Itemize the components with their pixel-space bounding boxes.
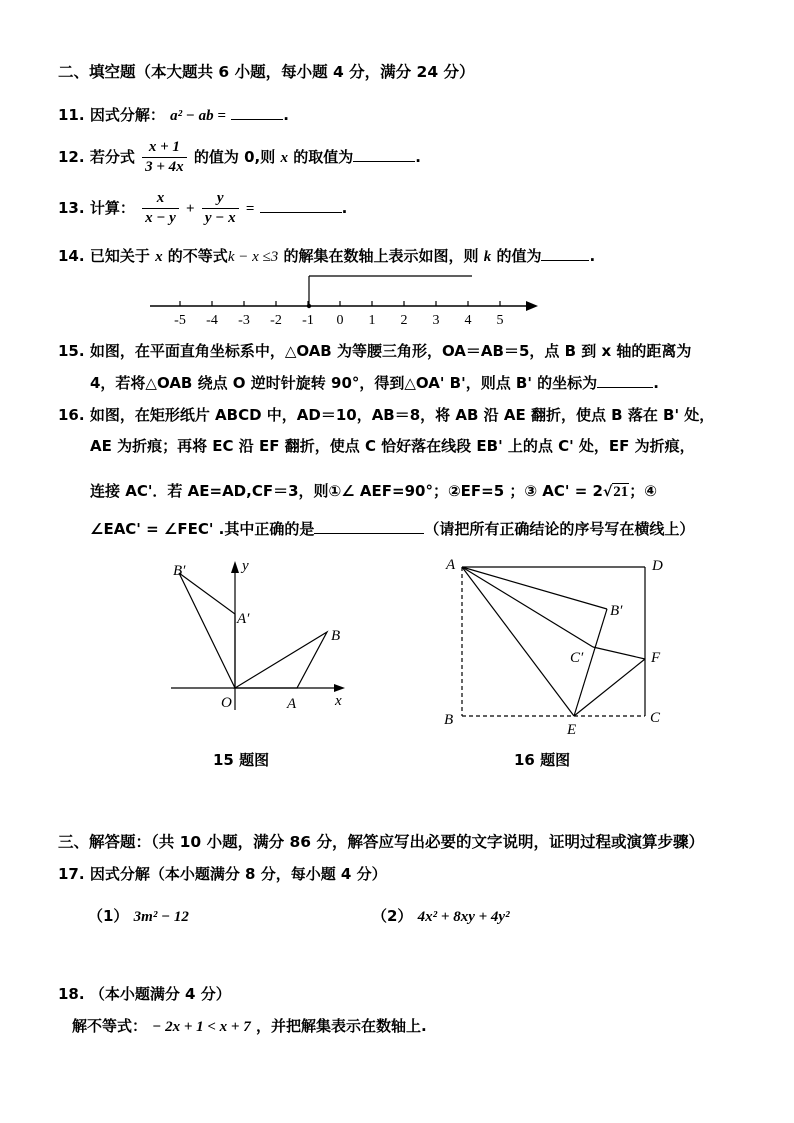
segment-C-prime-F xyxy=(593,647,645,659)
question-text: 解不等式： xyxy=(72,1017,148,1035)
solid-point xyxy=(307,304,311,308)
variable: k xyxy=(483,249,492,265)
question-15-line-2 xyxy=(90,372,659,393)
variable: x xyxy=(280,150,288,166)
section-3-title: 三、解答题：（共 10 小题，满分 86 分，解答应写出必要的文字说明，证明过程或演算步骤） xyxy=(58,833,704,851)
question-text: 的值为 0,则 xyxy=(193,148,276,166)
answer-blank[interactable] xyxy=(353,147,415,162)
fraction-1 xyxy=(142,190,179,227)
x-axis-arrow-icon xyxy=(334,684,345,692)
question-number: 17. xyxy=(58,865,85,883)
question-16-line-3: 连接 AC'．若 AE=AD,CF＝3，则①∠ AEF=90°；②EF=5 ；③ AC' = 2√21；④ xyxy=(90,482,657,500)
question-17-part-1 xyxy=(88,905,189,926)
period: . xyxy=(653,374,659,392)
question-text: 若分式 xyxy=(89,148,135,166)
segment-EF xyxy=(574,659,645,716)
y-axis-arrow-icon xyxy=(231,561,239,573)
period: . xyxy=(589,247,596,265)
question-text: ，并把解集表示在数轴上. xyxy=(255,1017,427,1035)
question-text: 计算： xyxy=(89,199,135,217)
question-number: 13. xyxy=(58,199,85,217)
question-13 xyxy=(58,190,347,227)
question-11 xyxy=(58,104,289,125)
tick-label: 1 xyxy=(368,313,376,328)
period: . xyxy=(283,106,289,124)
number-line xyxy=(140,270,550,330)
fraction-numerator: x + 1 xyxy=(142,139,187,158)
question-16-line-4 xyxy=(90,518,694,539)
segment-AE xyxy=(462,567,574,716)
variable: x xyxy=(155,249,163,265)
math-expression: 4x² + 8xy + 4y² xyxy=(417,909,510,925)
label-E: E xyxy=(567,722,577,738)
question-number: 12. xyxy=(58,148,85,166)
tick-label: 0 xyxy=(336,313,344,328)
part-label: （1） xyxy=(88,907,129,925)
fraction-numerator: x xyxy=(142,190,179,209)
answer-blank[interactable] xyxy=(541,246,589,261)
label-C-prime: C′ xyxy=(570,650,584,666)
fraction-denominator: y − x xyxy=(204,210,236,226)
math-expression: a² − ab = xyxy=(170,108,226,124)
question-text: 的值为 xyxy=(496,247,542,265)
tick-label: -5 xyxy=(174,313,186,328)
label-B: B xyxy=(444,712,454,728)
question-text-line-1: 如图，在矩形纸片 ABCD 中，AD＝10，AB＝8，将 AB 沿 AE 翻折，使点 B 落在 B' 处， xyxy=(89,406,715,424)
label-D: D xyxy=(652,558,663,574)
answer-blank[interactable] xyxy=(260,198,342,213)
triangle-OA1B1 xyxy=(179,573,235,688)
period: . xyxy=(415,148,421,166)
label-A-prime: A′ xyxy=(237,611,250,627)
question-12 xyxy=(58,139,421,176)
question-17-part-2 xyxy=(372,905,510,926)
section-2-title: 二、填空题（本大题共 6 小题，每小题 4 分，满分 24 分） xyxy=(58,63,475,81)
tick-label: -3 xyxy=(238,313,250,328)
label-C: C xyxy=(650,710,661,726)
segment-AB-prime xyxy=(462,567,607,609)
plus-sign: + xyxy=(186,201,195,217)
answer-blank[interactable] xyxy=(314,519,424,534)
question-14 xyxy=(58,245,595,266)
question-text: 已知关于 xyxy=(89,247,150,265)
arrow-right-icon xyxy=(526,301,538,311)
question-text-line-1: 如图，在平面直角坐标系中，△OAB 为等腰三角形，OA＝AB＝5，点 B 到 x 轴的距离为 xyxy=(89,342,692,360)
question-number: 11. xyxy=(58,106,85,124)
question-15 xyxy=(58,340,691,361)
label-F: F xyxy=(651,650,661,666)
fraction-2 xyxy=(202,190,239,227)
answer-blank[interactable] xyxy=(597,373,653,388)
question-18 xyxy=(58,983,231,1004)
label-A: A xyxy=(446,557,456,573)
inequality: k − x ≤3 xyxy=(227,249,279,265)
question-note: （请把所有正确结论的序号写在横线上） xyxy=(424,520,695,538)
figure-15 xyxy=(165,555,365,715)
question-number: 16. xyxy=(58,406,85,424)
fraction-denominator: x − y xyxy=(145,210,176,226)
answer-blank[interactable] xyxy=(231,105,283,120)
figure-16 xyxy=(438,552,678,742)
question-text: 因式分解： xyxy=(89,106,165,124)
label-B-prime: B′ xyxy=(173,563,186,579)
figure-15-caption: 15 题图 xyxy=(213,751,270,769)
question-text: 的不等式 xyxy=(167,247,228,265)
tick-label: 5 xyxy=(496,313,504,328)
part-label: （2） xyxy=(372,907,413,925)
tick-label: -1 xyxy=(302,313,314,328)
question-text: 的解集在数轴上表示如图，则 xyxy=(283,247,479,265)
tick-label: 2 xyxy=(400,313,408,328)
tick-label: -2 xyxy=(270,313,282,328)
label-B: B xyxy=(331,628,341,644)
question-text-line-4: ∠EAC' = ∠FEC' .其中正确的是 xyxy=(90,520,315,538)
tick-label: 4 xyxy=(464,313,472,328)
question-text-line-3: 连接 AC'．若 AE=AD,CF＝3，则①∠ AEF=90°；②EF=5 ；③ AC' = 2 xyxy=(90,482,603,500)
tick-label: 3 xyxy=(432,313,440,328)
question-text: ；④ xyxy=(629,482,657,500)
question-18-body xyxy=(72,1015,427,1036)
question-16 xyxy=(58,404,714,425)
math-expression: 3m² − 12 xyxy=(133,909,189,925)
question-text-line-2: 4，若将△OAB 绕点 O 逆时针旋转 90°，得到△OA' B'，则点 B' 的坐标为 xyxy=(90,374,598,392)
label-y: y xyxy=(242,558,249,574)
tick-label: -4 xyxy=(206,313,218,328)
triangle-OAB xyxy=(235,632,327,688)
question-number: 14. xyxy=(58,247,85,265)
fraction-numerator: y xyxy=(202,190,239,209)
question-17 xyxy=(58,863,387,884)
label-O: O xyxy=(221,695,232,711)
question-text: 因式分解（本小题满分 8 分，每小题 4 分） xyxy=(89,865,387,883)
label-A: A xyxy=(287,696,297,712)
label-x: x xyxy=(335,693,342,709)
question-text: 的取值为 xyxy=(293,148,354,166)
label-B-prime: B′ xyxy=(610,603,623,619)
fraction-denominator: 3 + 4x xyxy=(145,159,184,175)
period: . xyxy=(341,199,348,217)
question-16-line-2: AE 为折痕；再将 EC 沿 EF 翻折，使点 C 恰好落在线段 EB' 上的点 C' 处，EF 为折痕， xyxy=(90,437,695,455)
fraction xyxy=(142,139,187,176)
segment-AC-prime xyxy=(462,567,593,647)
number-line-ticks xyxy=(174,301,503,328)
question-number: 15. xyxy=(58,342,85,360)
question-text: （本小题满分 4 分） xyxy=(89,985,231,1003)
question-number: 18. xyxy=(58,985,85,1003)
sqrt-radicand: 21 xyxy=(613,484,629,500)
math-expression: − 2x + 1 < x + 7 xyxy=(152,1019,251,1035)
equals-sign: = xyxy=(245,201,255,217)
figure-16-caption: 16 题图 xyxy=(514,751,571,769)
